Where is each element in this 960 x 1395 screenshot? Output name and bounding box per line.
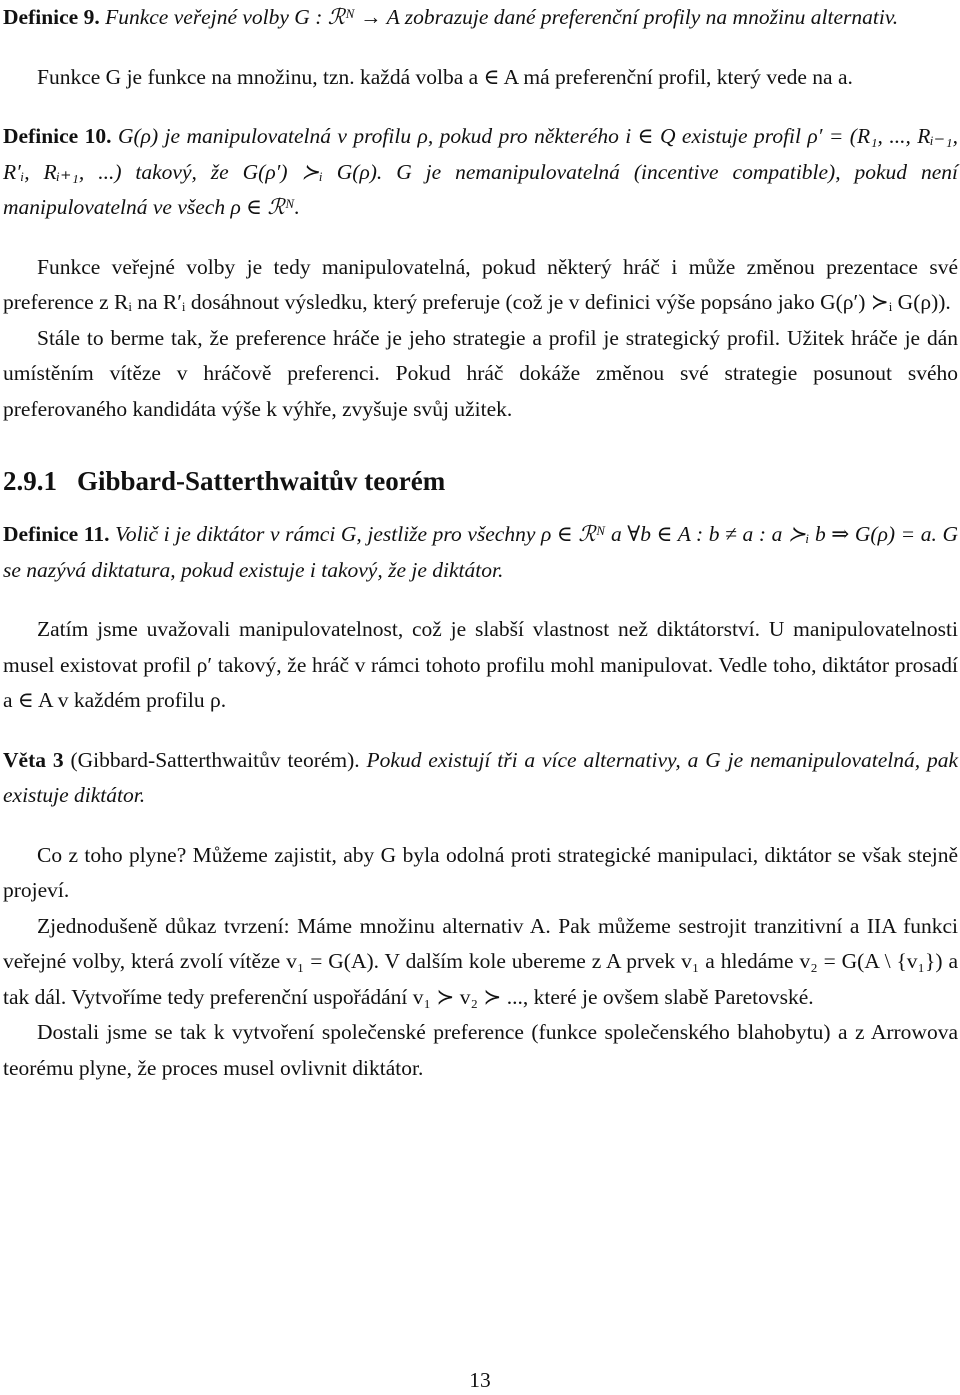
section-title: Gibbard-Satterthwaitův teorém — [77, 466, 446, 496]
definition-label: Definice 10. — [3, 124, 112, 148]
paragraph-manipulation: Funkce veřejné volby je tedy manipulovatelná, pokud některý hráč i může změnou prezentace své preference z Rᵢ na R′ᵢ dosáhnout výsledku, který preferuje (což je v definici výše popsáno jako G(ρ′) ≻ᵢ G(ρ)). — [3, 254, 958, 314]
paragraph-strategy: Stále to berme tak, že preference hráče je jeho strategie a profil je strategický profil. Užitek hráče je dán umístěním vítěze v hráčově preferenci. Pokud hráč dokáže změnou své strategie posunout svého preferovaného kandidáta výše k výhře, zvyšuje svůj užitek. — [3, 325, 958, 421]
theorem-3 — [3, 743, 958, 814]
paragraph-function-note: Funkce G je funkce na množinu, tzn. každá volba a ∈ A má preferenční profil, který vede na a. — [37, 64, 853, 89]
paragraph-arrow: Dostali jsme se tak k vytvoření společenské preference (funkce společenského blahobytu) a z Arrowova teorému plyne, že proces musel ovlivnit diktátor. — [3, 1020, 958, 1080]
definition-label: Definice 11. — [3, 522, 110, 546]
paragraph-proof: Zjednodušeně důkaz tvrzení: Máme množinu alternativ A. Pak můžeme sestrojit tranzitivní a IIA funkci veřejné volby, která zvolí vítěze v₁ = G(A). V dalším kole ubereme z A prvek v₁ a hledáme v₂ = G(A \ {v₁}) a tak dál. Vytvoříme tedy preferenční uspořádání v₁ ≻ v₂ ≻ ..., které je ovšem slabě Paretovské. — [3, 913, 958, 1009]
paragraph-dictatorship: Zatím jsme uvažovali manipulovatelnost, což je slabší vlastnost než diktátorství. U manipulovatelnosti musel existovat profil ρ′ takový, že hráč v rámci tohoto profilu mohl manipulovat. Vedle toho, diktátor prosadí a ∈ A v každém profilu ρ. — [3, 617, 958, 712]
page-number: 13 — [469, 1368, 491, 1392]
definition-text: G(ρ) je manipulovatelná v profilu ρ, pokud pro některého i ∈ Q existuje profil ρ′ = (R₁, ..., Rᵢ₋₁, R′ᵢ, Rᵢ₊₁, ...) takový, že G(ρ′) ≻ᵢ G(ρ). G je nemanipulovatelná (incentive compatible), pokud není manipulovatelná ve všech ρ ∈ ℛᴺ. — [3, 124, 959, 219]
definition-9 — [3, 0, 958, 36]
section-number: 2.9.1 — [3, 466, 57, 496]
definition-text: Funkce veřejné volby G : ℛᴺ → A zobrazuje dané preferenční profily na množinu alternativ. — [105, 5, 899, 29]
theorem-text: Pokud existují tři a více alternativy, a G je nemanipulovatelná, pak existuje diktátor. — [3, 747, 959, 807]
section-heading — [3, 461, 958, 501]
definition-11 — [3, 517, 958, 588]
definition-label: Definice 9. — [3, 5, 100, 29]
theorem-label: Věta 3 — [3, 747, 64, 772]
theorem-name: (Gibbard-Satterthwaitův teorém). — [70, 747, 360, 772]
definition-text: Volič i je diktátor v rámci G, jestliže pro všechny ρ ∈ ℛᴺ a ∀b ∈ A : b ≠ a : a ≻ᵢ b ⇒ G(ρ) = a. G se nazývá diktatura, pokud existuje i takový, že je diktátor. — [3, 522, 958, 582]
paragraph-consequence: Co z toho plyne? Můžeme zajistit, aby G byla odolná proti strategické manipulaci, diktátor se však stejně projeví. — [3, 842, 958, 902]
document-page — [3, 0, 958, 1086]
definition-10 — [3, 119, 958, 226]
